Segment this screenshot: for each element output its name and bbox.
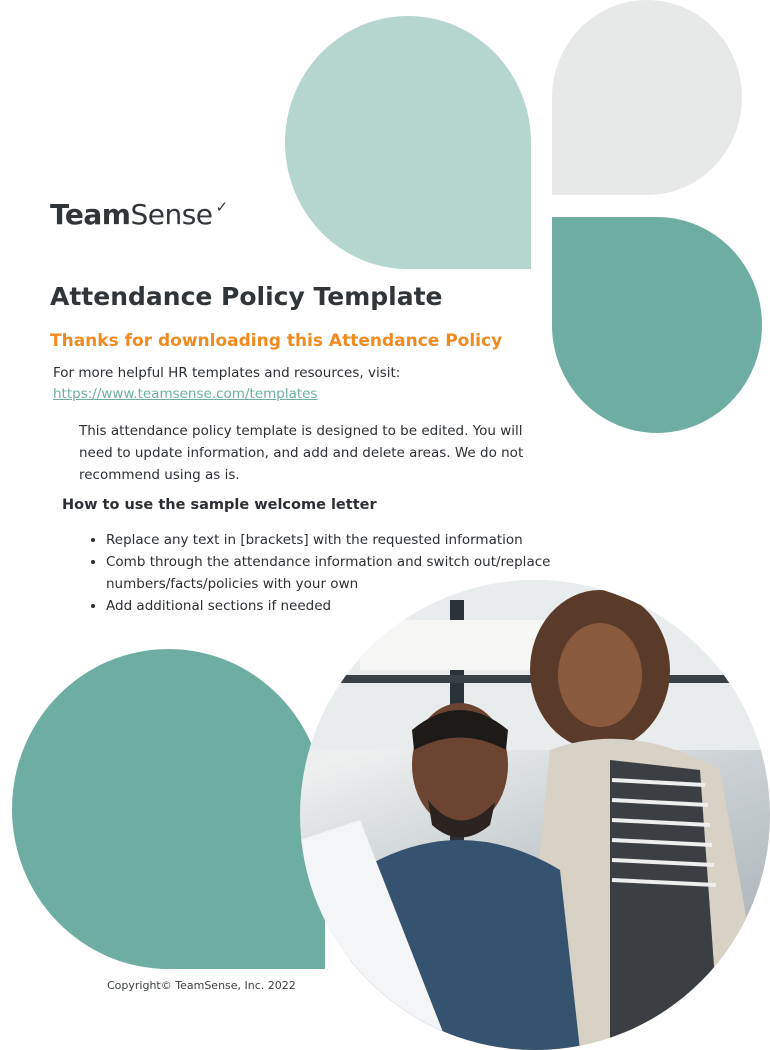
list-item: • Comb through the attendance information and switch out/replace numbers/facts/policies with your own	[106, 551, 556, 595]
decorative-petal-bottom	[12, 649, 325, 969]
photo-illustration	[300, 580, 770, 1050]
intro-text: For more helpful HR templates and resources, visit:	[53, 365, 401, 381]
list-item: • Add additional sections if needed	[106, 595, 556, 617]
decorative-petal-light	[285, 16, 531, 269]
office-photo	[300, 580, 770, 1050]
howto-list	[84, 529, 556, 617]
teamsense-logo	[50, 198, 228, 231]
decorative-petal-grey	[552, 0, 742, 195]
intro-block	[53, 363, 400, 405]
logo-check-icon: ✓	[215, 198, 228, 216]
page-title: Attendance Policy Template	[50, 282, 443, 311]
howto-heading: How to use the sample welcome letter	[62, 497, 377, 513]
templates-link[interactable]: https://www.teamsense.com/templates	[53, 386, 318, 402]
decorative-petal-teal	[552, 217, 762, 433]
list-item: • Replace any text in [brackets] with the requested information	[106, 529, 556, 551]
logo-sense-text: Sense	[130, 198, 213, 231]
template-note: This attendance policy template is designed to be edited. You will need to update information, and add and delete areas. We do not recommend using as is.	[79, 423, 524, 483]
subtitle: Thanks for downloading this Attendance Policy	[50, 331, 503, 351]
copyright-text: Copyright© TeamSense, Inc. 2022	[107, 979, 296, 992]
logo-team-text: Team	[50, 198, 131, 231]
